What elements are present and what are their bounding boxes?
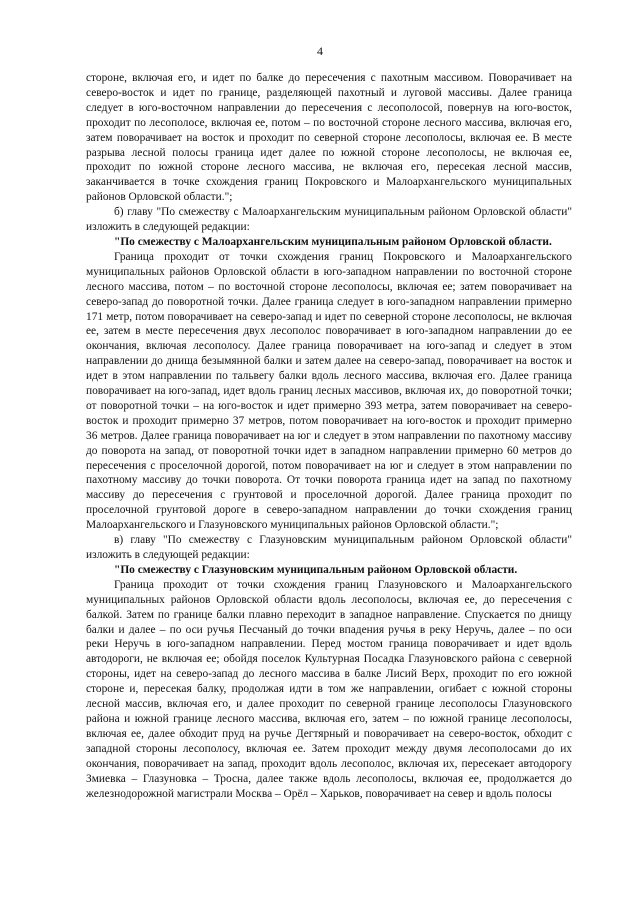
paragraph-glazunovsky-boundary: Граница проходит от точки схождения границ Глазуновского и Малоархангельского муниципальных районов Орловской области вдоль лесополосы, включая ее, до пересечения с балкой. Затем по границе балки плавно переходит в западное направление. Спускается по днищу балки и далее – по оси ручья Песчаный до точки впадения ручья в реку Неручь, далее – по оси реки Неручь в юго-западном направлении. Перед мостом граница поворачивает и идет вдоль автодороги, не включая ее; обойдя поселок Культурная Посадка Глазуновского района с северной стороны, идет на северо-запад до лесного массива в балке Лисий Верх, проходит по его южной стороне и, пересекая балку, продолжая идти в том же направлении, огибает с южной стороны лесной массив, включая его, и далее проходит по северной границе лесополосы Глазуновского района и южной границе лесного массива, включая его, затем – по южной границе лесополосы, включая ее, далее обходит пруд на ручье Дегтярный и поворачивает на северо-восток, обходит с западной стороны лесополосу, включая ее. Затем проходит между двумя лесополосами до их окончания, поворачивает на запад, проходит вдоль лесополос, включая их, пересекает автодорогу Змиевка – Глазуновка – Тросна, далее также вдоль лесополосы, включая ее, продолжается до железнодорожной магистрали Москва – Орёл – Харьков, поворачивает на север и вдоль полосы <box>86 578 572 800</box>
section-heading-glazunovsky: "По смежеству с Глазуновским муниципальным районом Орловской области. <box>114 563 518 576</box>
paragraph-item-v: в) главу "По смежеству с Глазуновским муниципальным районом Орловской области" изложить в следующей редакции: <box>86 534 572 561</box>
document-body <box>86 71 572 801</box>
section-heading-maloarkhangelsk: "По смежеству с Малоархангельским муниципальным районом Орловской области. <box>114 235 552 248</box>
page-number: 4 <box>317 44 323 58</box>
paragraph-maloarkhangelsk-boundary: Граница проходит от точки схождения границ Покровского и Малоархангельского муниципальных районов Орловской области в юго-западном направлении по восточной стороне лесного массива, потом – по восточной стороне лесополосы, включая ее; затем поворачивает на северо-запад до поворотной точки. Далее граница следует в юго-западном направлении примерно 171 метр, потом поворачивает на северо-запад и идет по северной стороне лесополосы, не включая ее, затем в месте пересечения двух лесополос поворачивает в юго-западном направлении до ее окончания, включая лесополосу. Далее граница поворачивает на юго-запад и следует в этом направлении до днища безымянной балки и затем далее на северо-запад, поворачивает на восток и идет в этом направлении по тальвегу балки вдоль лесного массива, включая его. Далее граница поворачивает на юго-запад, идет вдоль границ лесных массивов, включая их, до поворотной точки; от поворотной точки – на юго-восток и идет примерно 393 метра, затем поворачивает на северо-восток и проходит примерно 37 метров, потом поворачивает на юго-восток и проходит примерно 36 метров. Далее граница поворачивает на юг и следует в этом направлении по пахотному массиву до поворота на запад, от поворотной точки идет в западном направлении примерно 60 метров до пересечения с проселочной дорогой, потом поворачивает на юг и следует в этом направлении по пахотному массиву до точки поворота. От точки поворота граница идет на запад по пахотному массиву до пересечения с грунтовой и проселочной дорогой. Далее граница проходит по проселочной грунтовой дороге в северо-западном направлении до точки схождения границ Малоархангельского и Глазуновского муниципальных районов Орловской области."; <box>86 250 572 532</box>
paragraph-continuation: стороне, включая его, и идет по балке до пересечения с пахотным массивом. Поворачивает на северо-восток и идет по границе, разделяющей пахотный и луговой массивы. Далее граница следует в юго-восточном направлении до пересечения с лесополосой, повернув на юго-восток, проходит по лесополосе, включая ее, потом – по восточной стороне лесного массива, включая его, затем поворачивает на восток и проходит по северной стороне лесополосы, включая ее. В месте разрыва лесной полосы граница идет далее по южной стороне лесополосы, не включая ее, проходит по южной стороне лесного массива, не включая его, пересекая лесной массив, заканчивается в точке схождения границ Покровского и Малоархангельского муниципальных районов Орловской области."; <box>86 72 572 204</box>
paragraph-item-b: б) главу "По смежеству с Малоархангельским муниципальным районом Орловской области" изложить в следующей редакции: <box>86 206 572 234</box>
